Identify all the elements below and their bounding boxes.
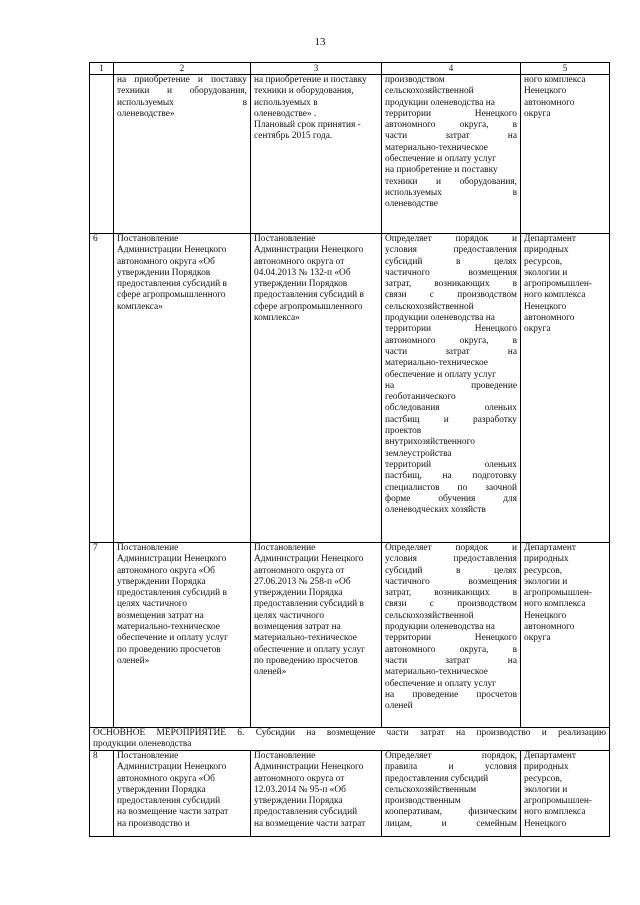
cell-text-line: сфере агропромышленного [254, 301, 363, 312]
document-details-cell [251, 543, 382, 728]
row-number [90, 75, 114, 234]
cell-text-line: техники и оборудования, [385, 176, 517, 187]
header-cell: 4 [382, 63, 521, 75]
cell-text-line: затрат, возникающих в [385, 279, 517, 290]
cell-text-line: частичного возмещения [385, 267, 517, 278]
cell-text-line: по проведению просчетов [254, 655, 358, 666]
cell-text-line: экологии и [524, 267, 568, 278]
cell-text-line: Администрации Ненецкого [254, 554, 364, 565]
cell-text-line: обеспечение и оплату услуг [254, 644, 365, 655]
cell-text-line: автономного [524, 97, 575, 108]
cell-text-line: пастбищ и разработку [385, 414, 517, 425]
table-row [90, 543, 610, 728]
cell-text-line: производством [385, 75, 445, 85]
cell-text-line: природных [524, 762, 569, 773]
cell-text-line: автономного [524, 313, 575, 324]
cell-text-line: автономного округа «Об [117, 773, 215, 784]
cell-text-line: материально-техническое [117, 622, 220, 633]
cell-text-line: Департамент [524, 234, 576, 244]
cell-text-line: правила и условия [385, 762, 517, 773]
cell-text-line: субсидий в целях [385, 256, 517, 267]
header-cell: 5 [521, 63, 610, 75]
cell-text-line: целях частичного [254, 610, 325, 621]
row-number: 7 [90, 543, 114, 728]
cell-text-line: Определяет порядок и [385, 543, 517, 553]
cell-text-line: внутрихозяйственного [385, 437, 475, 448]
header-cell: 2 [114, 63, 251, 75]
description-cell [382, 75, 521, 234]
responsible-cell [521, 75, 610, 234]
cell-text-line: природных [524, 554, 569, 565]
cell-text-line: оленей» [117, 655, 150, 666]
header-cell: 1 [90, 63, 114, 75]
cell-text-line: оленеводстве» . [254, 108, 317, 119]
cell-text-line: Администрации Ненецкого [117, 245, 227, 256]
cell-text-line: Постановление [117, 543, 179, 553]
cell-text-line: обследования оленьих [385, 403, 517, 414]
cell-text-line: техники и оборудования, [117, 86, 247, 97]
cell-text-line: Ненецкого [524, 818, 567, 829]
cell-text-line: автономного округа от [254, 565, 345, 576]
table-row [90, 234, 610, 543]
cell-text-line: предоставления субсидий в [254, 599, 364, 610]
cell-text-line: автономного округа, в [385, 335, 517, 346]
programs-table [89, 62, 610, 837]
cell-text-line: сельскохозяйственной [385, 610, 474, 621]
responsible-cell [521, 543, 610, 728]
cell-text-line: утверждении Порядка [117, 784, 206, 795]
cell-text-line: сельскохозяйственной [385, 301, 474, 312]
cell-text-line: на проведение [385, 380, 517, 391]
section-heading [90, 728, 610, 751]
cell-text-line: Ненецкого [524, 86, 567, 97]
cell-text-line: материально-техническое [385, 358, 488, 369]
cell-text-line: материально-техническое [385, 667, 488, 678]
cell-text-line: форме обучения для [385, 493, 517, 504]
document-name-cell [114, 543, 251, 728]
cell-text-line: части затрат на [385, 131, 517, 142]
cell-text-line: материально-техническое [254, 633, 357, 644]
cell-text-line: техники и оборудования, [254, 86, 354, 97]
cell-text-line: Постановление [254, 234, 316, 244]
row-number: 8 [90, 751, 114, 837]
cell-text-line: утверждении Порядка [117, 576, 206, 587]
cell-text-line: специалистов по заочной [385, 482, 517, 493]
cell-text-line: используемых в [385, 187, 517, 198]
section-row [90, 728, 610, 751]
cell-text-line: утверждении Порядка [254, 588, 343, 599]
document-details-cell [251, 234, 382, 543]
cell-text-line: округа [524, 324, 551, 335]
cell-text-line: пастбищ, на подготовку [385, 471, 517, 482]
cell-text-line: кооперативам, физическим [385, 807, 517, 818]
cell-text-line: продукции оленеводства на [385, 97, 495, 108]
cell-text-line: части затрат на [385, 655, 517, 666]
cell-text-line: ресурсов, [524, 773, 563, 784]
cell-text-line: природных [524, 245, 569, 256]
cell-text-line: автономного округа от [254, 773, 345, 784]
cell-text-line: условия предоставления [385, 245, 517, 256]
cell-text-line: Администрации Ненецкого [117, 554, 227, 565]
cell-text-line: проектов [385, 426, 422, 437]
cell-text-line: производственным [385, 796, 461, 807]
document-details-cell [251, 75, 382, 234]
cell-text-line: материально-техническое [385, 142, 488, 153]
cell-text-line: территории Ненецкого [385, 633, 517, 644]
cell-text-line: продукции оленеводства на [385, 622, 495, 633]
cell-text-line: на производство и [117, 818, 190, 829]
cell-text-line: на проведение просчетов [385, 689, 517, 700]
cell-text-line: ного комплекса [524, 290, 586, 301]
cell-text-line: экологии и [524, 576, 568, 587]
cell-text-line: оленеводческих хозяйств [385, 505, 486, 516]
cell-text-line: территории Ненецкого [385, 108, 517, 119]
document-name-cell [114, 75, 251, 234]
cell-text-line: агропромышлен- [524, 279, 593, 290]
cell-text-line: автономного [524, 622, 575, 633]
cell-text-line: продукции оленеводства на [385, 313, 495, 324]
cell-text-line: комплекса» [254, 313, 300, 324]
cell-text-line: сфере агропромышленного [117, 290, 226, 301]
cell-text-line: обеспечение и оплату услуг [385, 678, 496, 689]
cell-text-line: используемых в [254, 97, 318, 108]
cell-text-line: ресурсов, [524, 565, 563, 576]
cell-text-line: Ненецкого [524, 301, 567, 312]
section-heading-line: ОСНОВНОЕ МЕРОПРИЯТИЕ 6. Субсидии на возмещение части затрат на производство и реализацию [93, 728, 606, 738]
cell-text-line: автономного округа, в [385, 644, 517, 655]
cell-text-line: Постановление [117, 234, 179, 244]
cell-text-line: оленеводстве» [117, 108, 175, 119]
cell-text-line: комплекса» [117, 301, 163, 312]
cell-text-line: автономного округа «Об [117, 256, 215, 267]
cell-text-line: предоставления субсидий в [254, 290, 364, 301]
cell-text-line: агропромышлен- [524, 588, 593, 599]
cell-text-line: обеспечение и оплату услуг [385, 154, 496, 165]
cell-text-line: округа [524, 633, 551, 644]
cell-text-line: ного комплекса [524, 807, 586, 818]
cell-text-line: возмещения затрат на [117, 610, 204, 621]
cell-text-line: Постановление [254, 751, 316, 761]
cell-text-line: территорий оленьих [385, 459, 517, 470]
cell-text-line: Департамент [524, 751, 576, 761]
cell-text-line: субсидий в целях [385, 565, 517, 576]
page-number: 13 [314, 36, 326, 48]
cell-text-line: части затрат на [385, 346, 517, 357]
cell-text-line: предоставления субсидий [117, 796, 221, 807]
cell-text-line: Определяет порядок, [385, 751, 517, 761]
cell-text-line: связи с производством [385, 599, 517, 610]
responsible-cell [521, 751, 610, 837]
cell-text-line: затрат, возникающих в [385, 588, 517, 599]
cell-text-line: сельскохозяйственным [385, 784, 477, 795]
cell-text-line: сентябрь 2015 года. [254, 131, 333, 142]
cell-text-line: на приобретение и поставку [117, 75, 247, 85]
cell-text-line: предоставления субсидий в [117, 588, 227, 599]
cell-text-line: оленеводстве [385, 199, 438, 210]
cell-text-line: на приобретение и поставку [254, 75, 367, 85]
description-cell [382, 751, 521, 837]
cell-text-line: 27.06.2013 № 258-п «Об [254, 576, 351, 587]
cell-text-line: Постановление [117, 751, 179, 761]
cell-text-line: ного комплекса [524, 75, 586, 85]
cell-text-line: автономного округа от [254, 256, 345, 267]
document-details-cell [251, 751, 382, 837]
cell-text-line: Департамент [524, 543, 576, 553]
cell-text-line: утверждении Порядков [254, 279, 348, 290]
cell-text-line: частичного возмещения [385, 576, 517, 587]
cell-text-line: экологии и [524, 784, 568, 795]
cell-text-line: 12.03.2014 № 95-п «Об [254, 784, 346, 795]
cell-text-line: на приобретение и поставку [385, 165, 498, 176]
cell-text-line: ресурсов, [524, 256, 563, 267]
cell-text-line: предоставления субсидий в [117, 279, 227, 290]
cell-text-line: сельскохозяйственной [385, 86, 474, 97]
cell-text-line: предоставления субсидий [254, 807, 358, 818]
description-cell [382, 543, 521, 728]
document-name-cell [114, 234, 251, 543]
cell-text-line: ного комплекса [524, 599, 586, 610]
cell-text-line: геоботанического [385, 392, 456, 403]
cell-text-line: 04.04.2013 № 132-п «Об [254, 267, 351, 278]
cell-text-line: лицам, и семейным [385, 818, 517, 829]
cell-text-line: автономного округа, в [385, 120, 517, 131]
cell-text-line: Определяет порядок и [385, 234, 517, 244]
description-cell [382, 234, 521, 543]
cell-text-line: агропромышлен- [524, 796, 593, 807]
cell-text-line: на возмещение части затрат [254, 818, 366, 829]
cell-text-line: оленей [385, 701, 413, 712]
table-header-row [90, 63, 610, 75]
cell-text-line: Ненецкого [524, 610, 567, 621]
cell-text-line: целях частичного [117, 599, 188, 610]
cell-text-line: обеспечение и оплату услуг [117, 633, 228, 644]
cell-text-line: возмещения затрат на [254, 622, 341, 633]
cell-text-line: предоставления субсидий [385, 773, 489, 784]
cell-text-line: по проведению просчетов [117, 644, 221, 655]
cell-text-line: утверждении Порядков [117, 267, 211, 278]
cell-text-line: обеспечение и оплату услуг [385, 369, 496, 380]
cell-text-line: землеустройства [385, 448, 452, 459]
cell-text-line: Администрации Ненецкого [117, 762, 227, 773]
cell-text-line: Администрации Ненецкого [254, 245, 364, 256]
cell-text-line: округа [524, 108, 551, 119]
cell-text-line: на возмещение части затрат [117, 807, 229, 818]
row-number: 6 [90, 234, 114, 543]
cell-text-line: территории Ненецкого [385, 324, 517, 335]
table-row [90, 75, 610, 234]
section-heading-line: продукции оленеводства [93, 739, 192, 749]
cell-text-line: связи с производством [385, 290, 517, 301]
cell-text-line: условия предоставления [385, 554, 517, 565]
cell-text-line: автономного округа «Об [117, 565, 215, 576]
table-row [90, 751, 610, 837]
header-cell: 3 [251, 63, 382, 75]
cell-text-line: Постановление [254, 543, 316, 553]
cell-text-line: оленей» [254, 667, 287, 678]
cell-text-line: Плановый срок принятия - [254, 120, 361, 131]
cell-text-line: утверждении Порядка [254, 796, 343, 807]
document-name-cell [114, 751, 251, 837]
cell-text-line: Администрации Ненецкого [254, 762, 364, 773]
responsible-cell [521, 234, 610, 543]
cell-text-line: используемых в [117, 97, 247, 108]
